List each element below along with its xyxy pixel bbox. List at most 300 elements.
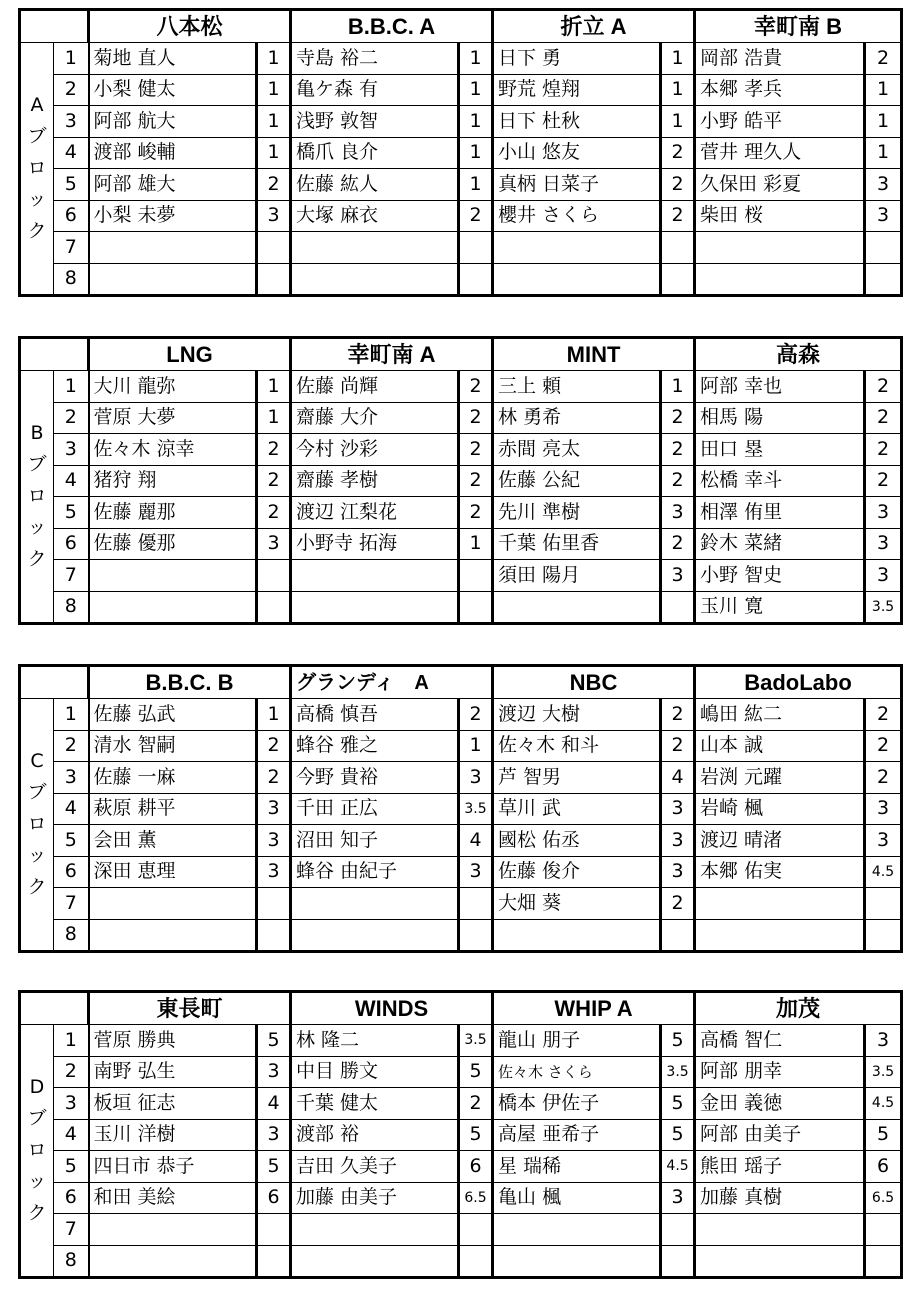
row-number: 8 [54, 591, 89, 624]
player-score: 2 [661, 200, 695, 232]
player-score: 1 [459, 43, 493, 75]
player-name: 渡部 裕 [296, 1123, 360, 1146]
player-name: 蜂谷 雅之 [296, 734, 379, 757]
player-score: 1 [257, 106, 291, 138]
block-label-char: ッ [27, 188, 47, 211]
player-row [20, 263, 902, 296]
team-name-header: 幸町南 B [695, 10, 902, 43]
player-score: 3 [257, 1119, 291, 1151]
block-c-table [18, 664, 903, 953]
player-name: 清水 智嗣 [93, 734, 176, 757]
block-label-char: ロ [27, 1138, 47, 1161]
player-score: 2 [661, 137, 695, 169]
player-row [20, 1182, 902, 1214]
player-score: 6.5 [459, 1182, 493, 1214]
player-name-cell [493, 793, 661, 825]
player-name: 沼田 知子 [296, 828, 379, 851]
player-name-cell [695, 793, 865, 825]
player-score: 3 [661, 497, 695, 529]
player-name-cell [291, 1245, 459, 1278]
player-name: 大塚 麻衣 [296, 204, 379, 227]
player-score [459, 560, 493, 592]
player-name-cell [89, 169, 257, 201]
player-name: 先川 準樹 [498, 500, 581, 523]
player-row [20, 465, 902, 497]
team-name-header: B.B.C. A [291, 10, 493, 43]
player-name: 田口 塁 [700, 437, 764, 460]
player-name-cell [291, 232, 459, 264]
player-name-cell [291, 1056, 459, 1088]
player-score: 1 [459, 169, 493, 201]
player-name-cell [493, 1214, 661, 1246]
player-name: 佐藤 麗那 [93, 500, 176, 523]
player-score [865, 232, 902, 264]
block-a-table [18, 8, 903, 297]
player-name-cell [291, 263, 459, 296]
player-name-cell [493, 74, 661, 106]
player-score [865, 919, 902, 952]
player-name: 佐々木 さくら [498, 1063, 593, 1082]
player-name: 岡部 浩貴 [700, 46, 783, 69]
player-score: 1 [865, 74, 902, 106]
player-row [20, 825, 902, 857]
player-name-cell [493, 699, 661, 731]
block-label [20, 1025, 54, 1278]
block-label-char: ク [27, 875, 47, 898]
player-name: 大畑 葵 [498, 891, 562, 914]
row-number: 4 [54, 465, 89, 497]
player-score [459, 1214, 493, 1246]
player-row [20, 106, 902, 138]
block-label-char: ロ [27, 812, 47, 835]
player-score [661, 232, 695, 264]
player-score: 6 [257, 1182, 291, 1214]
player-name: 亀ケ森 有 [296, 78, 379, 101]
player-name: 小梨 未夢 [93, 204, 176, 227]
player-score: 3 [257, 200, 291, 232]
player-name: 阿部 朋幸 [700, 1060, 783, 1083]
player-name: 櫻井 さくら [498, 204, 600, 227]
player-row [20, 591, 902, 624]
player-score: 5 [661, 1025, 695, 1057]
row-number: 5 [54, 1151, 89, 1183]
player-name: 國松 佑丞 [498, 828, 581, 851]
player-score: 2 [661, 888, 695, 920]
player-row [20, 74, 902, 106]
player-name: 菅原 勝典 [93, 1028, 176, 1051]
player-score [661, 1245, 695, 1278]
player-row [20, 497, 902, 529]
player-name-cell [291, 106, 459, 138]
player-name: 佐々木 和斗 [498, 734, 600, 757]
row-number: 6 [54, 528, 89, 560]
player-score: 4 [459, 825, 493, 857]
player-name: 日下 杜秋 [498, 109, 581, 132]
player-score: 2 [257, 169, 291, 201]
player-row [20, 1214, 902, 1246]
player-score: 2 [865, 402, 902, 434]
player-score: 3 [257, 793, 291, 825]
player-score: 6 [459, 1151, 493, 1183]
block-label-char: B [30, 421, 44, 444]
team-name-header: LNG [89, 338, 291, 371]
player-name: 菊地 直人 [93, 46, 176, 69]
player-name-cell [493, 1151, 661, 1183]
player-score: 3.5 [459, 1025, 493, 1057]
player-score: 3 [257, 528, 291, 560]
player-name: 大川 龍弥 [93, 374, 176, 397]
player-name-cell [89, 1025, 257, 1057]
player-name-cell [695, 106, 865, 138]
player-name-cell [89, 528, 257, 560]
player-name: 渡部 峻輔 [93, 141, 176, 164]
player-name-cell [291, 200, 459, 232]
block-label [20, 699, 54, 952]
player-name-cell [89, 730, 257, 762]
player-name-cell [493, 1025, 661, 1057]
player-name-cell [89, 825, 257, 857]
player-name-cell [89, 1088, 257, 1120]
player-row [20, 137, 902, 169]
player-name: 高屋 亜希子 [498, 1123, 600, 1146]
team-name-header: WHIP A [493, 992, 695, 1025]
block-label-char: ッ [27, 1170, 47, 1193]
player-name-cell [291, 434, 459, 466]
player-score [865, 888, 902, 920]
block-label [20, 371, 54, 624]
player-score: 1 [459, 74, 493, 106]
player-name: 草川 武 [498, 797, 562, 820]
block-label-char: ッ [27, 844, 47, 867]
player-score: 1 [459, 528, 493, 560]
player-row [20, 730, 902, 762]
player-name-cell [695, 528, 865, 560]
player-score: 2 [661, 465, 695, 497]
player-row [20, 434, 902, 466]
player-name: 菅原 大夢 [93, 406, 176, 429]
player-name: 浅野 敦智 [296, 109, 379, 132]
player-name-cell [291, 497, 459, 529]
player-name-cell [291, 43, 459, 75]
player-name: 佐藤 尚輝 [296, 374, 379, 397]
player-score: 1 [459, 730, 493, 762]
player-score: 1 [257, 371, 291, 403]
player-score: 2 [459, 200, 493, 232]
player-name: 久保田 彩夏 [700, 172, 802, 195]
player-score: 2 [661, 434, 695, 466]
team-name-header: 幸町南 A [291, 338, 493, 371]
row-number: 1 [54, 371, 89, 403]
player-name-cell [493, 560, 661, 592]
player-score: 3.5 [865, 1056, 902, 1088]
team-name-header: グランディ A [291, 666, 493, 699]
player-score: 3 [865, 793, 902, 825]
player-name: 小山 悠友 [498, 141, 581, 164]
player-score: 1 [459, 137, 493, 169]
player-name-cell [291, 528, 459, 560]
player-row [20, 43, 902, 75]
player-name: 松橋 幸斗 [700, 469, 783, 492]
player-score: 4 [661, 762, 695, 794]
team-header-row [20, 338, 902, 371]
block-label-char: ブ [27, 781, 47, 804]
player-name-cell [493, 497, 661, 529]
player-name: 佐藤 公紀 [498, 469, 581, 492]
player-score: 1 [865, 137, 902, 169]
player-name-cell [493, 1245, 661, 1278]
player-name-cell [291, 699, 459, 731]
player-name-cell [291, 1025, 459, 1057]
player-score: 2 [865, 371, 902, 403]
player-name: 赤間 亮太 [498, 437, 581, 460]
player-score: 6.5 [865, 1182, 902, 1214]
player-name-cell [493, 919, 661, 952]
player-name-cell [291, 825, 459, 857]
player-name-cell [291, 1088, 459, 1120]
player-name: 阿部 幸也 [700, 374, 783, 397]
player-name-cell [89, 793, 257, 825]
player-score [865, 263, 902, 296]
player-name-cell [89, 263, 257, 296]
player-score: 3 [661, 856, 695, 888]
player-name-cell [493, 888, 661, 920]
player-score: 3 [661, 560, 695, 592]
player-score: 3 [865, 200, 902, 232]
row-number: 8 [54, 1245, 89, 1278]
player-score [257, 263, 291, 296]
team-name-header: B.B.C. B [89, 666, 291, 699]
player-score: 2 [459, 402, 493, 434]
player-score: 4.5 [865, 1088, 902, 1120]
block-label-char: ブ [27, 1107, 47, 1130]
player-score: 3.5 [459, 793, 493, 825]
player-name-cell [89, 465, 257, 497]
player-name-cell [291, 137, 459, 169]
player-name-cell [291, 1214, 459, 1246]
team-header-row [20, 666, 902, 699]
player-name: 渡辺 晴渚 [700, 828, 783, 851]
player-name: 四日市 恭子 [93, 1154, 195, 1177]
player-row [20, 919, 902, 952]
player-row [20, 528, 902, 560]
player-row [20, 402, 902, 434]
player-name: 須田 陽月 [498, 563, 581, 586]
player-row [20, 371, 902, 403]
team-name-header: 八本松 [89, 10, 291, 43]
player-score [257, 591, 291, 624]
player-score: 1 [257, 43, 291, 75]
player-name-cell [493, 591, 661, 624]
player-name-cell [493, 465, 661, 497]
row-number: 1 [54, 699, 89, 731]
player-row [20, 1025, 902, 1057]
player-score: 3.5 [661, 1056, 695, 1088]
row-number: 1 [54, 1025, 89, 1057]
player-name-cell [291, 730, 459, 762]
team-header-row [20, 992, 902, 1025]
player-name-cell [695, 1088, 865, 1120]
player-name: 真柄 日菜子 [498, 172, 600, 195]
team-name-header: 折立 A [493, 10, 695, 43]
player-row [20, 888, 902, 920]
player-name: 中目 勝文 [296, 1060, 379, 1083]
block-b-table [18, 336, 903, 625]
player-score: 3 [459, 762, 493, 794]
player-name-cell [493, 371, 661, 403]
player-name-cell [89, 591, 257, 624]
player-name: 熊田 瑶子 [700, 1154, 783, 1177]
player-score: 1 [459, 106, 493, 138]
player-name: 千田 正広 [296, 797, 379, 820]
player-score: 1 [257, 137, 291, 169]
player-name-cell [493, 856, 661, 888]
player-row [20, 856, 902, 888]
player-name-cell [89, 699, 257, 731]
player-score [459, 919, 493, 952]
player-name-cell [695, 1182, 865, 1214]
player-score: 1 [661, 43, 695, 75]
player-score: 2 [257, 730, 291, 762]
player-name-cell [695, 137, 865, 169]
player-row [20, 200, 902, 232]
player-name: 金田 義徳 [700, 1091, 783, 1114]
player-score: 2 [661, 730, 695, 762]
player-name: 高橋 慎吾 [296, 702, 379, 725]
player-score: 2 [661, 169, 695, 201]
player-name: 鈴木 菜緒 [700, 532, 783, 555]
player-name: 渡辺 江梨花 [296, 500, 398, 523]
player-name-cell [695, 497, 865, 529]
player-score: 5 [459, 1119, 493, 1151]
row-number: 3 [54, 106, 89, 138]
player-name-cell [291, 888, 459, 920]
player-name-cell [493, 137, 661, 169]
player-score [459, 263, 493, 296]
player-score: 1 [257, 402, 291, 434]
player-name-cell [695, 465, 865, 497]
row-number: 7 [54, 888, 89, 920]
player-score: 5 [257, 1025, 291, 1057]
player-name: 日下 勇 [498, 46, 562, 69]
player-name: 佐藤 俊介 [498, 860, 581, 883]
team-name-header: BadoLabo [695, 666, 902, 699]
player-name-cell [89, 1056, 257, 1088]
player-name: 菅井 理久人 [700, 141, 802, 164]
player-name: 渡辺 大樹 [498, 702, 581, 725]
player-name: 芦 智男 [498, 765, 562, 788]
block-label-char: ロ [27, 156, 47, 179]
player-score: 3 [865, 169, 902, 201]
player-name-cell [493, 232, 661, 264]
player-name: 今村 沙彩 [296, 437, 379, 460]
player-name: 玉川 寛 [700, 595, 764, 618]
player-name-cell [291, 1119, 459, 1151]
player-name: 佐藤 優那 [93, 532, 176, 555]
player-name-cell [89, 232, 257, 264]
player-name: 佐藤 弘武 [93, 702, 176, 725]
player-score: 6 [865, 1151, 902, 1183]
player-name-cell [89, 888, 257, 920]
player-name-cell [695, 730, 865, 762]
player-score: 5 [865, 1119, 902, 1151]
row-number: 4 [54, 1119, 89, 1151]
player-name-cell [89, 106, 257, 138]
player-name-cell [291, 74, 459, 106]
player-name-cell [89, 200, 257, 232]
row-number: 5 [54, 825, 89, 857]
player-score: 3 [257, 856, 291, 888]
player-score: 2 [257, 762, 291, 794]
player-name: 阿部 航大 [93, 109, 176, 132]
player-name-cell [695, 232, 865, 264]
player-name-cell [695, 919, 865, 952]
player-name-cell [695, 371, 865, 403]
block-label-char: ク [27, 547, 47, 570]
block-label-char: ク [27, 1201, 47, 1224]
player-name-cell [493, 263, 661, 296]
player-name-cell [493, 1119, 661, 1151]
player-name: 三上 頼 [498, 374, 562, 397]
player-name: 吉田 久美子 [296, 1154, 398, 1177]
team-header-row [20, 10, 902, 43]
player-name: 龍山 朋子 [498, 1028, 581, 1051]
team-name-header: 加茂 [695, 992, 902, 1025]
player-name: 佐藤 紘人 [296, 172, 379, 195]
player-score: 3 [257, 825, 291, 857]
player-score: 5 [459, 1056, 493, 1088]
player-name-cell [695, 1056, 865, 1088]
player-row [20, 232, 902, 264]
player-name-cell [493, 825, 661, 857]
player-name-cell [291, 1151, 459, 1183]
player-name: 星 瑞稀 [498, 1154, 562, 1177]
team-name-header: 高森 [695, 338, 902, 371]
player-row [20, 1119, 902, 1151]
player-score [661, 1214, 695, 1246]
player-row [20, 1088, 902, 1120]
player-name: 嶋田 紘二 [700, 702, 783, 725]
player-name-cell [291, 1182, 459, 1214]
player-name: 玉川 洋樹 [93, 1123, 176, 1146]
player-name: 橋爪 良介 [296, 141, 379, 164]
player-score: 2 [865, 43, 902, 75]
block-label-char: ッ [27, 516, 47, 539]
player-name-cell [493, 200, 661, 232]
row-number: 6 [54, 1182, 89, 1214]
row-number: 5 [54, 169, 89, 201]
player-score: 1 [865, 106, 902, 138]
player-name: 小野 智史 [700, 563, 783, 586]
player-name-cell [291, 169, 459, 201]
row-number: 7 [54, 1214, 89, 1246]
player-name-cell [493, 434, 661, 466]
player-name-cell [89, 1151, 257, 1183]
player-name-cell [89, 1182, 257, 1214]
row-number: 1 [54, 43, 89, 75]
player-name: 会田 薫 [93, 828, 157, 851]
player-name-cell [695, 1245, 865, 1278]
player-score: 2 [257, 497, 291, 529]
block-label-char: A [30, 93, 44, 116]
player-score: 3 [257, 1056, 291, 1088]
player-name: 林 勇希 [498, 406, 562, 429]
block-label-char: ロ [27, 484, 47, 507]
player-name-cell [89, 402, 257, 434]
block-label-char: D [29, 1075, 45, 1098]
header-corner [20, 992, 89, 1025]
player-score: 3 [865, 560, 902, 592]
player-row [20, 699, 902, 731]
